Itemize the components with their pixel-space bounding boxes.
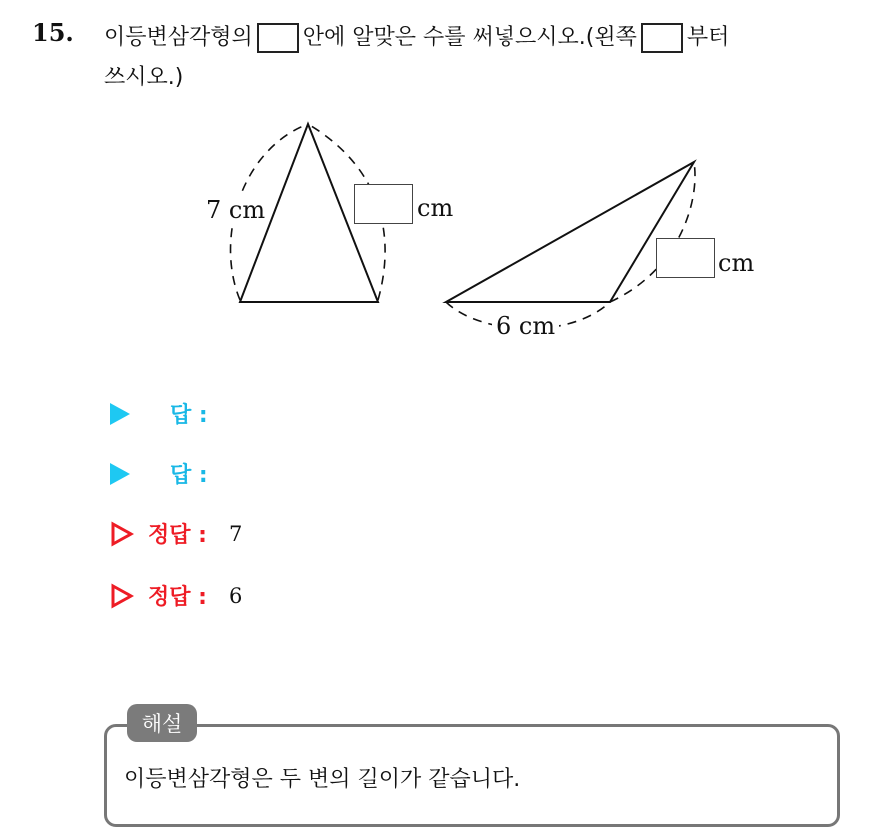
question-text-line2: 쓰시오.) <box>104 65 184 90</box>
play-triangle-icon <box>110 463 130 485</box>
answer-row-2 <box>110 458 208 489</box>
play-triangle-icon <box>110 403 130 425</box>
correct-answer-value: 7 <box>228 521 243 546</box>
question-number: 15. <box>32 18 74 47</box>
explanation-text: 이등변삼각형은 두 변의 길이가 같습니다. <box>124 767 521 792</box>
right-isosceles-triangle <box>446 162 694 302</box>
left-side-length-label: 7 cm <box>206 196 266 224</box>
correct-answer-label: 정답 : <box>148 585 207 610</box>
explanation-tag: 해설 <box>127 704 197 742</box>
base-length-label: 6 cm <box>492 312 559 340</box>
left-triangle-unit: cm <box>417 194 454 222</box>
correct-answer-label: 정답 : <box>148 523 207 548</box>
correct-answer-value: 6 <box>228 583 243 608</box>
triangle-figure <box>0 0 884 360</box>
question-text-part1: 이등변삼각형의 <box>104 25 253 50</box>
right-triangle-blank-box <box>656 238 715 278</box>
question-text-part3: 부터 <box>686 25 730 50</box>
answer-label: 답 : <box>170 463 208 488</box>
outline-triangle-icon <box>110 583 134 609</box>
answer-row-1 <box>110 398 208 429</box>
correct-answer-row-1 <box>110 518 242 549</box>
right-triangle-unit: cm <box>718 249 755 277</box>
answer-label: 답 : <box>170 403 208 428</box>
outline-triangle-icon <box>110 521 134 547</box>
question-text-part2: 안에 알맞은 수를 써넣으시오.(왼쪽 <box>302 25 637 50</box>
correct-answer-row-2 <box>110 580 242 611</box>
left-triangle-blank-box <box>354 184 413 224</box>
